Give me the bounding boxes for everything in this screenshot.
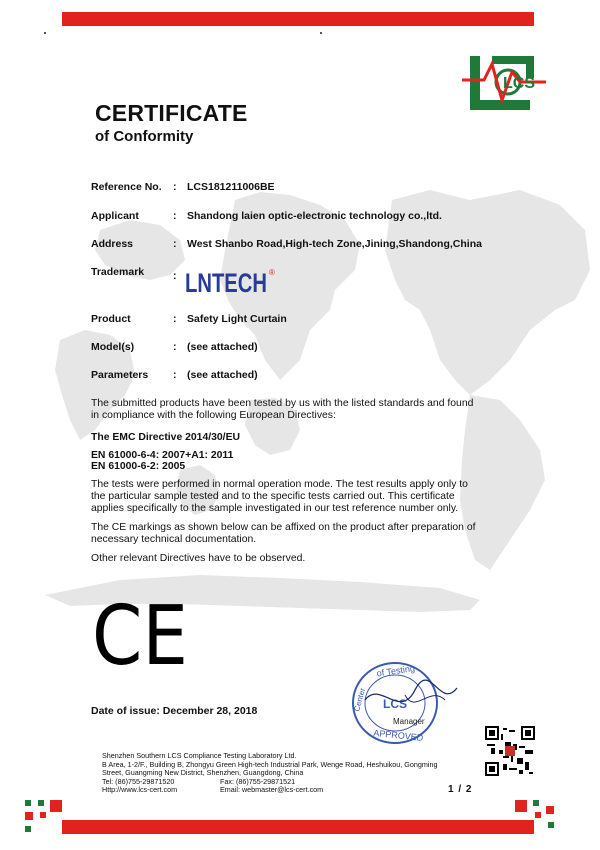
address-label: Address bbox=[91, 238, 134, 250]
tests-paragraph: The tests were performed in normal operation mode. The test results apply only to the particular sample tested and to the specific tests carried out. This certificate applies specifically to the sample investigated in our test reference number only. bbox=[91, 479, 468, 514]
other-directives-paragraph: Other relevant Directives have to be observed. bbox=[91, 553, 306, 564]
standard-2: EN 61000-6-2: 2005 bbox=[91, 461, 186, 472]
reference-value: LCS181211006BE bbox=[187, 181, 275, 193]
bottom-red-bar bbox=[62, 820, 534, 834]
address-colon: : bbox=[173, 238, 177, 250]
certificate-subtitle: of Conformity bbox=[95, 128, 194, 145]
certificate-title: CERTIFICATE bbox=[95, 100, 248, 126]
standard-1: EN 61000-6-4: 2007+A1: 2011 bbox=[91, 450, 234, 461]
parameters-label: Parameters bbox=[91, 369, 149, 381]
stamp-top-text: of Testing bbox=[376, 663, 416, 679]
product-value: Safety Light Curtain bbox=[187, 313, 287, 325]
models-value: (see attached) bbox=[187, 341, 258, 353]
directive-text: The EMC Directive 2014/30/EU bbox=[91, 432, 241, 443]
stamp-bottom-text: APPROVED bbox=[372, 727, 424, 743]
lntech-trademark-logo bbox=[185, 266, 281, 296]
stamp-center-text: LCS bbox=[383, 697, 407, 711]
product-colon: : bbox=[173, 313, 177, 325]
registered-mark: ® bbox=[269, 268, 275, 277]
crop-mark bbox=[320, 32, 322, 34]
models-colon: : bbox=[173, 341, 177, 353]
trademark-colon: : bbox=[173, 270, 177, 282]
ce-mark-text: CE bbox=[92, 598, 188, 670]
page-number: 1 / 2 bbox=[448, 784, 473, 795]
footer-tel: Tel: (86)755-29871520 bbox=[102, 776, 175, 786]
stamp-role-text: Manager bbox=[393, 717, 425, 726]
intro-paragraph: The submitted products have been tested by us with the listed standards and found in compliance with the following European Directives: bbox=[91, 398, 474, 421]
footer-fax: Fax: (86)755-29871521 bbox=[220, 776, 296, 786]
footer-company: Shenzhen Southern LCS Compliance Testing Laboratory Ltd. bbox=[102, 751, 297, 760]
stamp-left-text: Center bbox=[352, 686, 368, 713]
applicant-value: Shandong laien optic-electronic technology co.,ltd. bbox=[187, 210, 442, 222]
approval-stamp bbox=[345, 660, 465, 746]
reference-colon: : bbox=[173, 181, 177, 193]
footer-email[interactable]: Email: webmaster@lcs-cert.com bbox=[220, 785, 324, 795]
address-value: West Shanbo Road,High-tech Zone,Jining,Shandong,China bbox=[187, 238, 482, 250]
lcs-logo bbox=[462, 52, 548, 114]
footer-address-1: B Area, 1-2/F., Building B, Zhongyu Green High-tech Industrial Park, Wenge Road, Heshuikou, Gongming bbox=[102, 759, 438, 769]
applicant-label: Applicant bbox=[91, 210, 139, 222]
parameters-colon: : bbox=[173, 369, 177, 381]
ce-mark bbox=[92, 598, 192, 670]
lcs-logo-text: LCS bbox=[503, 75, 535, 92]
parameters-value: (see attached) bbox=[187, 369, 258, 381]
footer-web[interactable]: Http://www.lcs-cert.com bbox=[102, 785, 178, 795]
applicant-colon: : bbox=[173, 210, 177, 222]
qr-code bbox=[485, 726, 535, 776]
trademark-text: LNTECH bbox=[185, 268, 267, 296]
product-label: Product bbox=[91, 313, 131, 325]
top-red-bar bbox=[62, 12, 534, 26]
ce-marking-paragraph: The CE markings as shown below can be affixed on the product after preparation of necessary technical documentation. bbox=[91, 522, 476, 545]
models-label: Model(s) bbox=[91, 341, 135, 353]
reference-label: Reference No. bbox=[91, 181, 162, 193]
crop-mark bbox=[44, 32, 46, 34]
footer-address-2: Street, Guangming New District, Shenzhen, Guangdong, China bbox=[102, 768, 304, 778]
date-of-issue: Date of issue: December 28, 2018 bbox=[91, 705, 258, 717]
trademark-label: Trademark bbox=[91, 266, 145, 278]
footer-contact bbox=[102, 752, 467, 795]
